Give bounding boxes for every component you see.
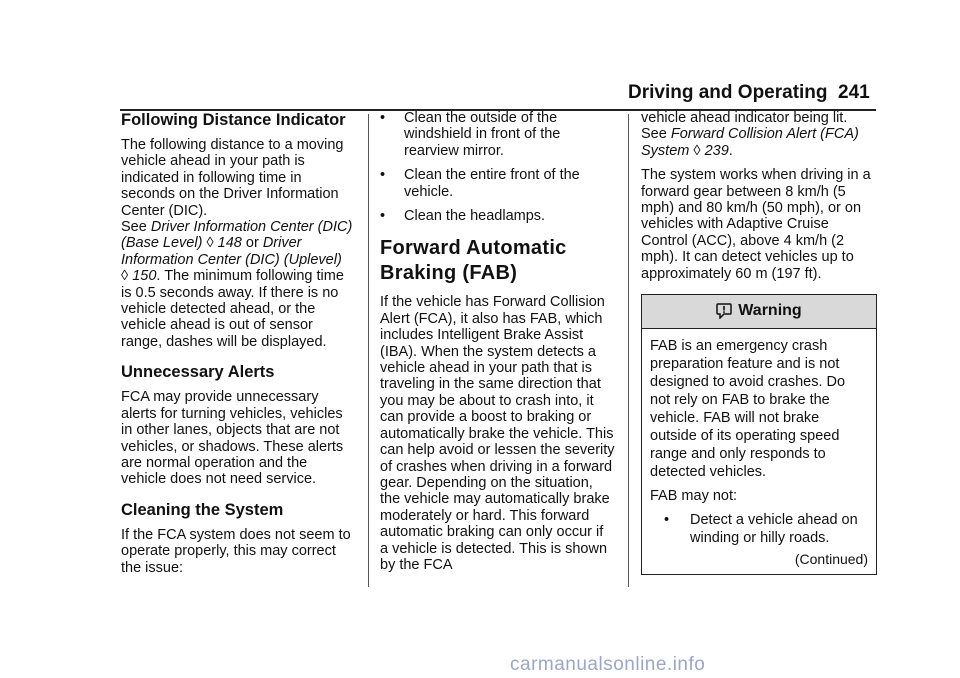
heading-unnecessary-alerts: Unnecessary Alerts bbox=[121, 363, 275, 382]
ref-glyph-icon: ◊ bbox=[206, 235, 214, 252]
bullet-icon: • bbox=[380, 110, 386, 126]
warning-title: Warning bbox=[738, 302, 802, 320]
page-header bbox=[0, 82, 960, 110]
footer bbox=[0, 648, 960, 678]
bullet-icon: • bbox=[664, 512, 670, 529]
warning-paragraph: FAB may not: bbox=[650, 488, 738, 505]
link-dic-uplevel-page[interactable]: 150 bbox=[132, 268, 157, 285]
bullet-icon: • bbox=[380, 167, 386, 184]
section-title: Driving and Operating bbox=[628, 82, 828, 103]
heading-following-distance: Following Distance Indicator bbox=[121, 111, 346, 129]
list-item: • Clean the entire front of the vehicle. bbox=[380, 167, 580, 200]
warning-box bbox=[641, 294, 877, 575]
paragraph-unnecessary-alerts: FCA may provide unnecessary alerts for turning vehicles, vehicles in other lanes, objects that are not vehicles, or shadows. These alerts are normal operation and the vehicle does not need service. bbox=[121, 389, 344, 488]
link-dic-uplevel[interactable]: Driver Information Center (DIC) (Uplevel) bbox=[121, 235, 342, 268]
watermark: carmanualsonline.info bbox=[510, 654, 706, 675]
link-dic-base-page[interactable]: 148 bbox=[217, 235, 242, 252]
paragraph-fab: If the vehicle has Forward Collision Alert (FCA), it also has FAB, which includes Intelligent Brake Assist (IBA). When the system detects a vehicle ahead in your path that is traveling in the same direction that you may be about to crash into, it can provide a boost to braking or automatically brake the vehicle. This can help avoid or lessen the severity of crashes when driving in a forward gear. Depending on the situation, the vehicle may automatically brake moderately or hard. This forward automatic braking can only occur if a vehicle is detected. This is shown by the FCA bbox=[380, 294, 615, 573]
page-number: 241 bbox=[838, 82, 870, 103]
list-item: • Clean the headlamps. bbox=[380, 208, 546, 225]
warning-header bbox=[642, 295, 876, 329]
bullet-icon: • bbox=[380, 208, 386, 225]
paragraph-system-works: The system works when driving in a forward gear between 8 km/h (5 mph) and 80 km/h (50 mph), or on vehicles with Adaptive Cruise Control (ACC), above 4 km/h (2 mph). It can detect vehicles up to approximately 60 m (197 ft). bbox=[641, 167, 871, 282]
warning-paragraph: FAB is an emergency crash preparation feature and is not designed to avoid crashes. Do not rely on FAB to brake the vehicle. FAB will not brake outside of its operating speed range and only responds to detected vehicles. bbox=[650, 338, 846, 481]
list-item: • Detect a vehicle ahead on winding or hilly roads. bbox=[664, 512, 858, 547]
column-divider-2 bbox=[628, 114, 629, 587]
list-item: • Clean the outside of the windshield in front of the rearview mirror. bbox=[380, 110, 561, 159]
warning-icon bbox=[716, 303, 732, 320]
paragraph-fca-indicator: vehicle ahead indicator being lit. See Forward Collision Alert (FCA) System ◊ 239. bbox=[641, 110, 859, 159]
link-fca-system-page[interactable]: 239 bbox=[704, 142, 729, 159]
link-fca-system[interactable]: Forward Collision Alert (FCA) System bbox=[641, 126, 859, 159]
ref-glyph-icon: ◊ bbox=[693, 142, 701, 159]
column-1 bbox=[121, 110, 353, 584]
ref-glyph-icon: ◊ bbox=[121, 268, 129, 285]
heading-cleaning-system: Cleaning the System bbox=[121, 500, 284, 519]
warning-body bbox=[642, 329, 876, 574]
paragraph-following-distance: The following distance to a moving vehicle ahead in your path is indicated in following time in seconds on the Driver Information Center (DIC). See Driver Information Center (DIC) (Base Level) ◊ 148 or Driver Information Center (DIC) (Uplevel) ◊ 150. The minimum following time is 0.5 seconds away. If there is no vehicle detected ahead, or the vehicle ahead is out of sensor range, dashes will be displayed. bbox=[121, 137, 353, 350]
heading-forward-automatic-braking: Forward Automatic Braking (FAB) bbox=[380, 237, 567, 285]
link-dic-base[interactable]: Driver Information Center (DIC) (Base Level) bbox=[121, 219, 353, 252]
column-divider-1 bbox=[368, 114, 369, 587]
continued-label: (Continued) bbox=[794, 551, 868, 568]
column-2 bbox=[380, 110, 615, 581]
column-3 bbox=[641, 110, 877, 575]
paragraph-cleaning-system: If the FCA system does not seem to operate properly, this may correct the issue: bbox=[121, 526, 351, 576]
